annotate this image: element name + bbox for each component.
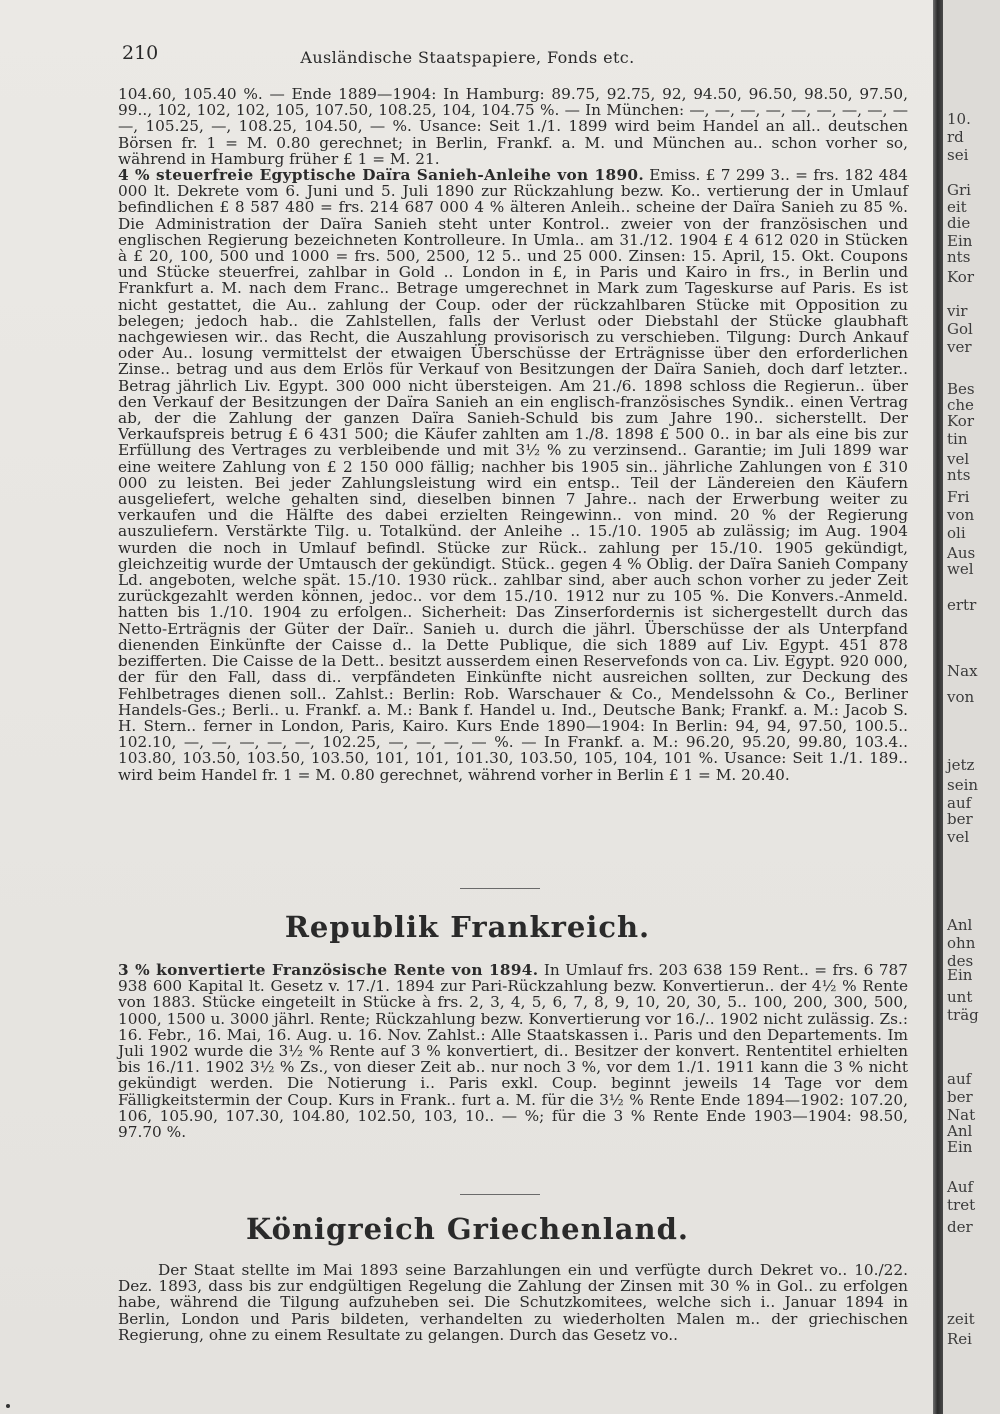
greece-paragraph: Der Staat stellte im Mai 1893 seine Barzahlungen ein und verfügte durch Dekret vo.. 10./22. Dez. 1893, dass bis zur endgültigen Regelung die Zahlung der Zinsen mit 30 % in Gol.. zu erfolgen habe, während die Tilgung aufzuheben sei. Die Schutzkomitees, welche sich i.. Januar 1894 in Berlin, London und Paris bildeten, verhandelten zu wiederholten Malen m.. der griechischen Regierung, ohne zu einem Resultate zu gelangen. Durch das Gesetz vo.. xyxy=(118,1261,908,1344)
section-divider xyxy=(460,1194,540,1195)
adjacent-page-fragment: nts xyxy=(947,248,971,266)
adjacent-page-fragment: nts xyxy=(947,466,971,484)
adjacent-page-fragment: Nax xyxy=(947,662,978,680)
adjacent-page-fragment: vir xyxy=(947,302,968,320)
adjacent-page-fragment: vel xyxy=(947,450,970,468)
adjacent-page-fragment: der xyxy=(947,1218,973,1236)
adjacent-page-fragment: Bes xyxy=(947,380,975,398)
adjacent-page-fragment: von xyxy=(947,506,975,524)
adjacent-page-fragment: ohn xyxy=(947,934,976,952)
adjacent-page-fragment: ver xyxy=(947,338,972,356)
adjacent-page-fragment: Gri xyxy=(947,181,971,199)
adjacent-page-fragment: tin xyxy=(947,430,968,448)
adjacent-page-fragment: von xyxy=(947,688,975,706)
adjacent-page-fragment: wel xyxy=(947,560,974,578)
adjacent-page-fragment: auf xyxy=(947,794,972,812)
adjacent-page-fragment: des xyxy=(947,952,974,970)
egypt-prices-paragraph: 104.60, 105.40 %. — Ende 1889—1904: In Hamburg: 89.75, 92.75, 92, 94.50, 96.50, 98.50, 97.50, 99.., 102, 102, 102, 105, 107.50, 108.25, 104, 104.75 %. — In München: —, —, —, —, —, —, —, —, — —, 105.25, —, 108.25, 104.50, — %. Usance: Seit 1./1. 1899 wird beim Handel an all.. deutschen Börsen fr. 1 = M. 0.80 gerechnet; in Berlin, Frankf. a. M. und München au.. schon vorher so, während in Hamburg früher £ 1 = M. 21. xyxy=(118,85,908,168)
adjacent-page-fragment: Rei xyxy=(947,1330,972,1348)
adjacent-page-edge xyxy=(943,0,1000,1414)
section-title-greece: Königreich Griechenland. xyxy=(246,1212,689,1246)
adjacent-page-fragment: Kor xyxy=(947,412,975,430)
section-divider xyxy=(460,888,540,889)
adjacent-page-fragment: träg xyxy=(947,1006,979,1024)
adjacent-page-fragment: Nat xyxy=(947,1106,976,1124)
french-rente-text: In Umlauf frs. 203 638 159 Rent.. = frs. 6 787 938 600 Kapital lt. Gesetz v. 17./1. 1894 zur Pari-Rückzahlung bezw. Konvertierun.. der 4½ % Rente von 1883. Stücke eingeteilt in Stücke à frs. 2, 3, 4, 5, 6, 7, 8, 9, 10, 20, 30, 5.. 100, 200, 300, 500, 1000, 1500 u. 3000 jährl. Rente; Rückzahlung bezw. Konvertierung vor 16./.. 1902 nicht zulässig. Zs.: 16. Febr., 16. Mai, 16. Aug. u. 16. Nov. Zahlst.: Alle Staatskassen i.. Paris und den Departements. Im Juli 1902 wurde die 3½ % Rente auf 3 % konvertiert, di.. Besitzer der konvert. Rententitel erhielten bis 16./11. 1902 3½ % Zs., von dieser Zeit ab.. nur noch 3 %, vor dem 1./1. 1911 kann die 3 % nicht gekündigt werden. Die Notierung i.. Paris exkl. Coup. beginnt jeweils 14 Tage vor dem Fälligkeitstermin der Coup. Kurs in Frank.. furt a. M. für die 3½ % Rente Ende 1894—1902: 107.20, 106, 105.90, 107.30, 104.80, 102.50, 103, 10.. — %; für die 3 % Rente Ende 1903—1904: 98.50, 97.70 %. xyxy=(118,961,908,1142)
adjacent-page-fragment: Auf xyxy=(947,1178,974,1196)
adjacent-page-fragment: oli xyxy=(947,524,966,542)
adjacent-page-fragment: Ein xyxy=(947,232,973,250)
adjacent-page-fragment: auf xyxy=(947,1070,972,1088)
adjacent-page-fragment: sei xyxy=(947,146,969,164)
adjacent-page-fragment: Ein xyxy=(947,1138,973,1156)
adjacent-page-fragment: eit xyxy=(947,198,967,216)
adjacent-page-fragment: ber xyxy=(947,1088,973,1106)
section-title-france: Republik Frankreich. xyxy=(284,910,651,944)
adjacent-page-fragment: Kor xyxy=(947,268,975,286)
scan-speck xyxy=(6,1404,10,1408)
page-gutter-shadow xyxy=(933,0,943,1414)
adjacent-page-fragment: zeit xyxy=(947,1310,975,1328)
adjacent-page-fragment: Anl xyxy=(947,916,973,934)
daira-sanieh-loan-text: Emiss. £ 7 299 3.. = frs. 182 484 000 lt. Dekrete vom 6. Juni und 5. Juli 1890 zur Rückzahlung bezw. Ko.. vertierung der in Umlauf befindlichen £ 8 587 480 = frs. 214 687 000 4 % älteren Anleih.. scheine der Daïra Sanieh zu 85 %. Die Administration der Daïra Sanieh steht unter Kontrol.. zweier von der französischen und englischen Regierung bezeichneten Kontrolleure. In Umla.. am 31./12. 1904 £ 4 612 020 in Stücken à £ 20, 100, 500 und 1000 = frs. 500, 2500, 12 5.. und 25 000. Zinsen: 15. April, 15. Okt. Coupons und Stücke steuerfrei, zahlbar in Gold .. London in £, in Paris und Kairo in frs., in Berlin und Frankfurt a. M. nach dem Franc.. Betrage umgerechnet in Mark zum Tageskurse auf Paris. Es ist nicht gestattet, die Au.. zahlung der Coup. oder der rückzahlbaren Stücke mit Opposition zu belegen; jedoch hab.. die Zahlstellen, falls der Verlust oder Diebstahl der Stücke glaubhaft nachgewiesen wir.. das Recht, die Auszahlung provisorisch zu verschieben. Tilgung: Durch Ankauf oder Au.. losung vermittelst der etwaigen Überschüsse der Erträgnisse über den erforderlichen Zinse.. betrag und aus dem Erlös für Verkauf von Besitzungen der Daïra Sanieh, doch darf letzter.. Betrag jährlich Liv. Egypt. 300 000 nicht übersteigen. Am 21./6. 1898 schloss die Regierun.. über den Verkauf der Besitzungen der Daïra Sanieh an ein englisch-französisches Syndik.. einen Vertrag ab, der die Zahlung der ganzen Daïra Sanieh-Schuld bis zum Jahre 190.. sicherstellt. Der Verkaufspreis betrug £ 6 431 500; die Käufer zahlten am 1./8. 1898 £ 500 0.. in bar als eine bis zur Erfüllung des Vertrages zu verbleibende und mit 3½ % zu verzinsend.. Garantie; im Juli 1899 war eine weitere Zahlung von £ 2 150 000 fällig; nachher bis 1905 sin.. jährliche Zahlungen von £ 310 000 zu leisten. Bei jeder Zahlungsleistung wird ein entsp.. Teil der Ländereien den Käufern ausgeliefert, welche gehalten sind, dieselben binnen 7 Jahre.. nach der Erwerbung weiter zu verkaufen und die Hälfte des dabei erzielten Reingewinn.. von mind. 20 % der Regierung auszuliefern. Verstärkte Tilg. u. Totalkünd. der Anleihe .. 15./10. 1905 ab zulässig; im Aug. 1904 wurden die noch in Umlauf befindl. Stücke zur Rück.. zahlung per 15./10. 1905 gekündigt, gleichzeitig wurde der Umtausch der gekündigt. Stück.. gegen 4 % Oblig. der Daïra Sanieh Company Ld. angeboten, welche spät. 15./10. 1930 rück.. zahlbar sind, aber auch schon vorher zu jeder Zeit zurückgezahlt werden können, jedoc.. vor dem 15./10. 1912 nur zu 105 %. Die Konvers.-Anmeld. hatten bis 1./10. 1904 zu erfolgen.. Sicherheit: Das Zinserfordernis ist sichergestellt durch das Netto-Erträgnis der Güter der Daïr.. Sanieh u. durch die jährl. Überschüsse der als Unterpfand dienenden Einkünfte der Caisse d.. la Dette Publique, die sich 1889 auf Liv. Egypt. 451 878 bezifferten. Die Caisse de la Dett.. besitzt ausserdem einen Reservefonds von ca. Liv. Egypt. 920 000, der für den Fall, dass di.. verpfändeten Einkünfte nicht ausreichen sollten, zur Deckung des Fehlbetrages dienen soll.. Zahlst.: Berlin: Rob. Warschauer & Co., Mendelssohn & Co., Berliner Handels-Ges.; Berli.. u. Frankf. a. M.: Bank f. Handel u. Ind., Deutsche Bank; Frankf. a. M.: Jacob S. H. Stern.. ferner in London, Paris, Kairo. Kurs Ende 1890—1904: In Berlin: 94, 94, 97.50, 100.5.. 102.10, —, —, —, —, —, 102.25, —, —, —, — %. — In Frankf. a. M.: 96.20, 95.20, 99.80, 103.4.. 103.80, 103.50, 103.50, 103.50, 101, 101, 101.30, 103.50, 105, 104, 101 %. Usance: Seit 1./1. 189.. wird beim Handel fr. 1 = M. 0.80 gerechnet, während vorher in Berlin £ 1 = M. 20.40. xyxy=(118,166,908,784)
adjacent-page-fragment: ertr xyxy=(947,596,977,614)
adjacent-page-fragment: ber xyxy=(947,810,973,828)
adjacent-page-fragment: unt xyxy=(947,988,973,1006)
adjacent-page-fragment: 10. xyxy=(947,110,971,128)
adjacent-page-fragment: Aus xyxy=(947,544,976,562)
adjacent-page-fragment: tret xyxy=(947,1196,976,1214)
adjacent-page-fragment: rd xyxy=(947,128,964,146)
adjacent-page-fragment: vel xyxy=(947,828,970,846)
adjacent-page-fragment: che xyxy=(947,396,974,414)
page-number: 210 xyxy=(122,42,159,64)
french-rente-paragraph xyxy=(118,962,908,1140)
adjacent-page-fragment: Anl xyxy=(947,1122,973,1140)
running-title: Ausländische Staatspapiere, Fonds etc. xyxy=(300,48,635,67)
daira-sanieh-loan-heading: 4 % steuerfreie Egyptische Daïra Sanieh-Anleihe von 1890. xyxy=(118,166,644,184)
adjacent-page-fragment: sein xyxy=(947,776,979,794)
adjacent-page-fragment: Ein xyxy=(947,966,973,984)
adjacent-page-fragment: Fri xyxy=(947,488,970,506)
adjacent-page-fragment: jetz xyxy=(947,756,975,774)
daira-sanieh-loan-paragraph xyxy=(118,167,908,783)
french-rente-heading: 3 % konvertierte Französische Rente von 1894. xyxy=(118,961,539,979)
adjacent-page-fragment: die xyxy=(947,214,971,232)
adjacent-page-fragment: Gol xyxy=(947,320,973,338)
